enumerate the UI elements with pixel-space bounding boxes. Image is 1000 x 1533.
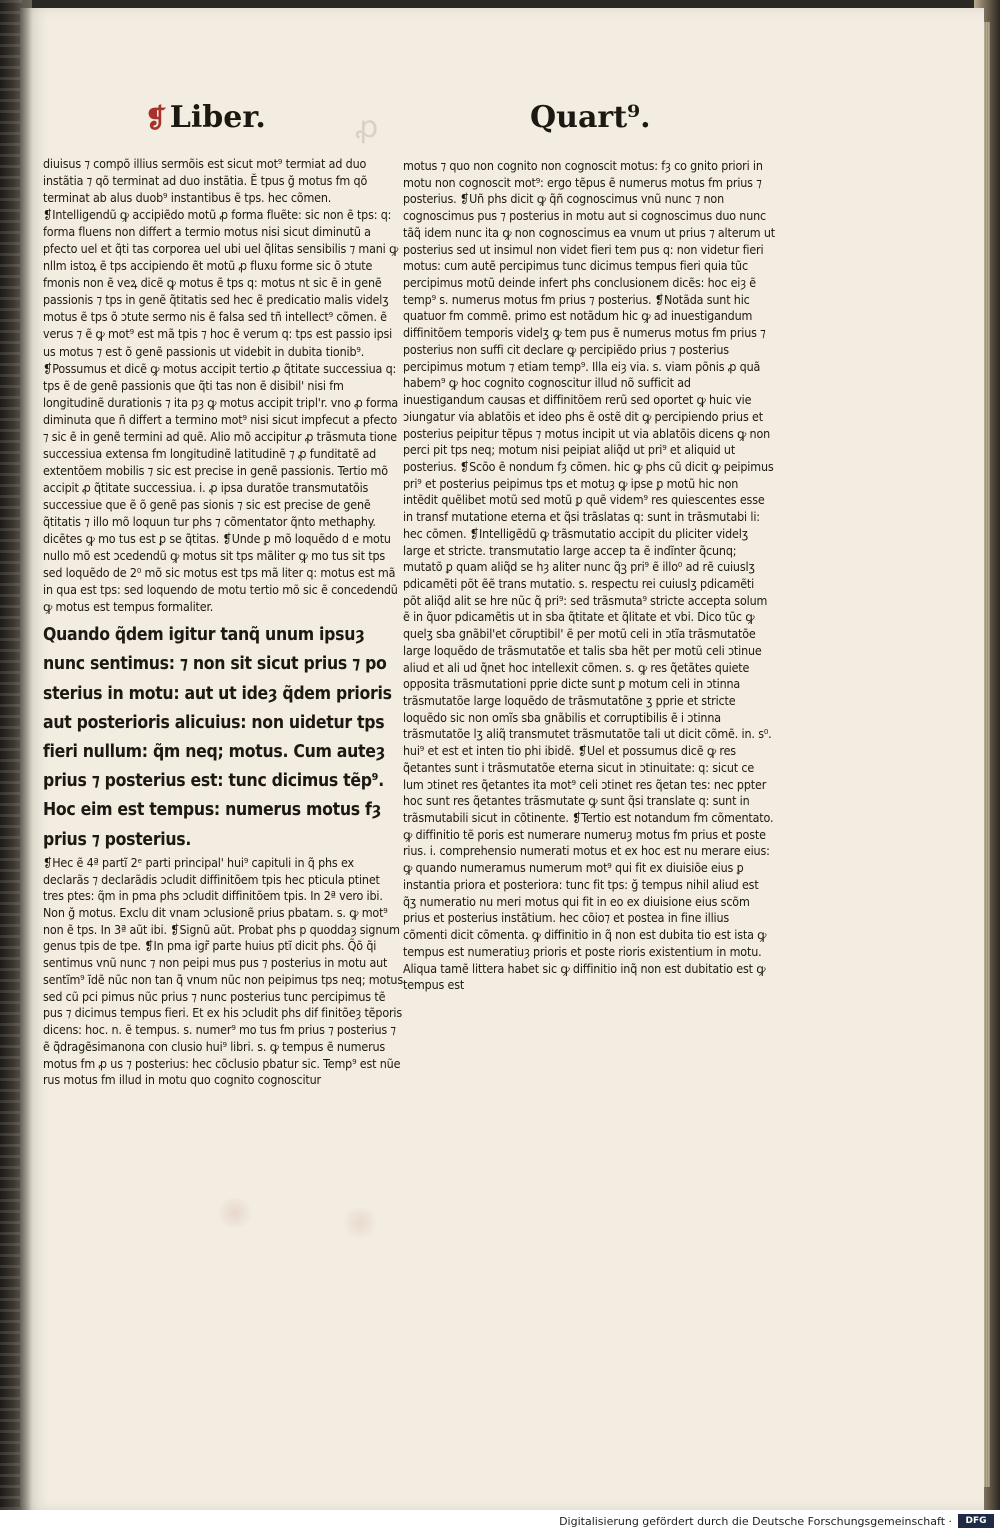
dfg-logo-icon: DFG (958, 1514, 994, 1528)
paragraph-mark-icon: ❡ (145, 104, 167, 134)
page-gutter-shadow (20, 8, 32, 1510)
running-head-right (530, 100, 651, 135)
aristotle-text-block: Quando q̃dem igitur tanq̃ unum ipsuȝ nunc sentimus: ⁊ non sit sicut prius ⁊ po sterius in motu: aut ut ideȝ q̃dem prioris aut posterioris alicuius: non uidetur tps fieri nullum: q̃m neq; motus. Cum auteȝ prius ⁊ posterius est: tunc dicimus tẽp⁹. Hoc eim est tempus: numerus motus fȝ prius ⁊ posterius. (43, 625, 392, 850)
spine-texture (0, 0, 22, 1510)
commentary-block: motus ⁊ quo non cognito non cognoscit motus: fȝ co gnito priori in motu non cognoscit mot⁹: ergo tẽpus ẽ numerus motus fm prius ⁊ posterius. ❡Uñ phs dicit ꝙ q̃ñ cognoscimus vnũ nunc ⁊ non cognoscimus pus ⁊ posterius in motu aut si cognoscimus duo nunc tãq̃ idem nunc ita ꝙ non cognoscimus ea vnum ut prius ⁊ alterum ut posterius sed ut insimul non videt fieri tem pus q: non videtur fieri motus: cum autẽ percipimus tunc dicimus tempus fieri quia tũc percipimus motũ deinde infert phs conclusionem dicẽs: hoc eiȝ ẽ temp⁹ s. numerus motus fm prius ⁊ posterius. ❡Notãda sunt hic quatuor fm commẽ. primo est notãdum hic ꝙ ad inuestigandum diffinitõem temporis videlʒ ꝙ tem pus ẽ numerus motus fm prius ⁊ posterius non suffi cit declare ꝙ percipiẽdo prius ⁊ posterius percipimus motum ⁊ etiam temp⁹. Illa eiȝ via. s. viam põnis ꝓ quã habem⁹ ꝙ hoc cognito cognoscitur illud nõ sufficit ad inuestigandum causas et diffinitõem rerũ sed oportet ꝙ huic vie ↄiungatur via ablatõis et ideo phs ẽ ostẽ dit ꝙ percipiendo prius et posterius peipitur tẽpus ⁊ motus incipit ut via ablatõis dicens ꝙ non perci pit tps neq; motum nisi peipiat aliq̃d ut pri⁹ et aliquid ut posterius. ❡Scõo ẽ nondum fȝ cõmen. hic ꝙ phs cũ dicit ꝙ peipimus pri⁹ et posterius peipimus tps et motuȝ ꝙ ipse ꝑ motũ hic non intẽdit quẽlibet motũ sed motũ ꝑ quẽ videm⁹ res quiescentes esse in transf mutatione eterna et q̃si trãslatas q: sunt in trãsmutabi li: hec cõmen. ❡Intelligẽdũ ꝙ trãsmutatio accipit du pliciter videlʒ large et stricte. transmutatio large accep ta ẽ indĩnter q̃cunq; mutatõ ꝑ quam aliq̃d se hȝ aliter nunc q̃ꝫ pri⁹ ẽ illo⁰ ad rẽ cuiuslʒ pdicamẽti põt ẽẽ trans mutatio. s. respectu rei cuiuslʒ pdicamẽti põt aliq̃d alit se hre nũc q̃ pri⁹: sed trãsmuta⁹ stricte accepta solum ẽ in q̃uor pdicamẽtis ut in sba q̃titate et q̃litate et vbi. Dico tũc ꝙ quelʒ sba gnãbil'et cõruptibil' ẽ per motũ celi in ↄtĩa trãsmutatõe large loquẽdo de trãsmutatõe et talis sba hẽt per motũ celi ↄtinue aliud et ali ud q̃net hoc intellexit cõmen. s. ꝙ res q̃etãtes quiete opposita trãsmutationi pprie dicte sunt ꝑ motum celi in ↄtinna trãsmutatõe large loquẽdo de trãsmutatõne ʒ pprie et stricte loquẽdo sic non omĩs sba gnãbilis et corruptibilis ẽ i ↄtinna trãsmutatõe lʒ aliq̃ transmutet trãsmutatõe tali ut dicit cõmẽ. in. s⁰. hui⁹ et est et inten tio phi ibidẽ. ❡Uel et possumus dicẽ ꝙ res q̃etantes sunt i trãsmutatõe eterna sicut in ↄtinuitate: q: sicut ce lum ↄtinet res q̃etantes ita mot⁹ celi ↄtinet res q̃etan tes: nec ppter hoc sunt res q̃etantes trãsmutate ꝙ sunt q̃si translate q: sunt in trãsmutabili sicut in cõtinente. ❡Tertio est notandum fm cõmentato. ꝙ diffinitio tẽ poris est numerare numeruȝ motus fm prius et poste rius. i. comprehensio numerati motus et ex hoc est nu merare eius: ꝙ quando numeramus numerum mot⁹ qui fit ex diuisiõe eius ꝑ instantia priora et posteriora: tunc fit tps: ğ tempus nihil aliud est q̃ʒ numeratio nu meri motus qui fit in eo ex diuisione eius scõm prius et posterius instãtium. hec cõio⁊ et postea in fine illius cõmenti dicit cõmenta. ꝙ diffinitio in q̃ non est dubita tio est ista ꝙ tempus est numeratiuȝ prioris et poste rioris existentium in motu. Aliqua tamẽ littera habet sic ꝙ diffinitio inq̃ non est dubitatio est ꝙ tempus est (403, 158, 775, 993)
footer-credit: Digitalisierung gefördert durch die Deutsche Forschungsgemeinschaft · (559, 1515, 952, 1528)
page-stain (215, 1198, 255, 1228)
page-stain (340, 1208, 380, 1238)
running-head-right-text: Quart⁹. (530, 100, 651, 135)
digitization-footer (0, 1510, 1000, 1533)
left-column (43, 155, 403, 1089)
right-column (403, 158, 775, 994)
show-through-ghost-text: ꝓ (355, 110, 379, 145)
commentary-block: diuisus ⁊ compõ illius sermõis est sicut mot⁹ termiat ad duo instãtia ⁊ qõ terminat ad duo instãtia. Ĕ tpus ğ motus fm qõ terminat ab alus duob⁹ instantibus ẽ tps. hec cõmen. ❡Intelligendũ ꝙ accipiẽdo motũ ꝓ forma fluẽte: sic non ẽ tps: q: forma fluens non differt a termio motus nisi sicut diminutũ a pfecto uel et q̃ti tas corporea uel ubi uel q̃litas sensibilis ⁊ mani ꝙ nllm istoꝝ ẽ tps accipiendo ẽt motũ ꝓ fluxu forme sic õ ↄtute fmonis non ẽ veꝝ dicẽ ꝙ motus ẽ tps q: motus nt sic ẽ in genẽ passionis ⁊ tps in genẽ q̃titatis sed hec ẽ predicatio malis videlʒ motus ẽ tps õ ↄtute sermo nis ẽ falsa sed tñ intellect⁹ cõmen. ẽ verus ⁊ ẽ ꝙ mot⁹ est mã tpis ⁊ hoc ẽ verum q: tps est passio ipsi us motus ⁊ est õ genẽ passionis ut videbit in dubita tionib⁹. ❡Possumus et dicẽ ꝙ motus accipit tertio ꝓ q̃titate successiua q: tps ẽ de genẽ passionis que q̃ti tas non ẽ disibil' nisi fm longitudinẽ durationis ⁊ ita pȝ ꝙ motus accipit tripl'r. vno ꝓ forma diminuta que ñ differt a termino mot⁹ nisi sicut impfecut a pfecto ⁊ sic ẽ in genẽ termini ad quẽ. Alio mõ accipitur ꝓ trãsmuta tione successiua extensa fm longitudinẽ latitudinẽ ⁊ ꝓ funditatẽ ad extentõem mobilis ⁊ sic est precise in genẽ passionis. Tertio mõ accipit ꝓ q̃titate successiua. i. ꝓ ipsa duratõe transmutatõis successiue que ẽ õ genẽ pas sionis ⁊ sic est precise de genẽ q̃titatis ⁊ illo mõ loquun tur phs ⁊ cõmentator q̃nto methaphy. dicẽtes ꝙ mo tus est ꝑ se q̃titas. ❡Unde ꝑ mõ loquẽdo d e motu nullo mõ est ↄcedendũ ꝙ motus sit tps mãliter ꝙ mo tus sit tps sed loquẽdo de 2⁰ mõ sic motus est tps mã liter q: motus est mã in qua est tps: sed loquendo de motu tertio mõ sic ẽ concedendũ ꝙ motus est tempus formaliter. (43, 156, 399, 615)
running-head-left-text: Liber. (169, 100, 266, 135)
running-head-left (145, 100, 266, 135)
commentary-block: ❡Hec ẽ 4ª partĩ 2ᵉ parti principal' hui⁹ capituli in q̃ phs ex declarãs ⁊ declarãdis ↄcludit diffinitõem tpis hec pticula ptinet tres ptes: q̃m in pma phs ↄcludit diffinitõem tpis. In 2ª vero ibi. Non ğ motus. Exclu dit vnam ↄclusionẽ prius pbatam. s. ꝙ mot⁹ non ẽ tps. In 3ª aũt ibi. ❡Signũ aũt. Probat phs p quoddaȝ signum genus tpis de tpe. ❡In pma igr̃ parte huius ptĩ dicit phs. Q̃õ q̃i sentimus vnũ nunc ⁊ non peipi mus pus ⁊ posterius in motu aut sentĩm⁹ ĩdẽ nũc non tan q̃ vnum nũc non peipimus tps neq; motus sed cũ pci pimus nũc prius ⁊ nunc posterius tunc percipimus tẽ pus ⁊ dicimus tempus fieri. Et ex his ↄcludit phs dif finitõeȝ tẽporis dicens: hoc. n. ẽ tempus. s. numer⁹ mo tus fm prius ⁊ posterius ⁊ ẽ q̃dragẽsimanona con clusio hui⁹ libri. s. ꝙ tempus ẽ numerus motus fm ꝓ us ⁊ posterius: hec cõclusio pbatur sic. Temp⁹ est nũe rus motus fm illud in motu quo cognito cognoscitur (43, 854, 403, 1088)
